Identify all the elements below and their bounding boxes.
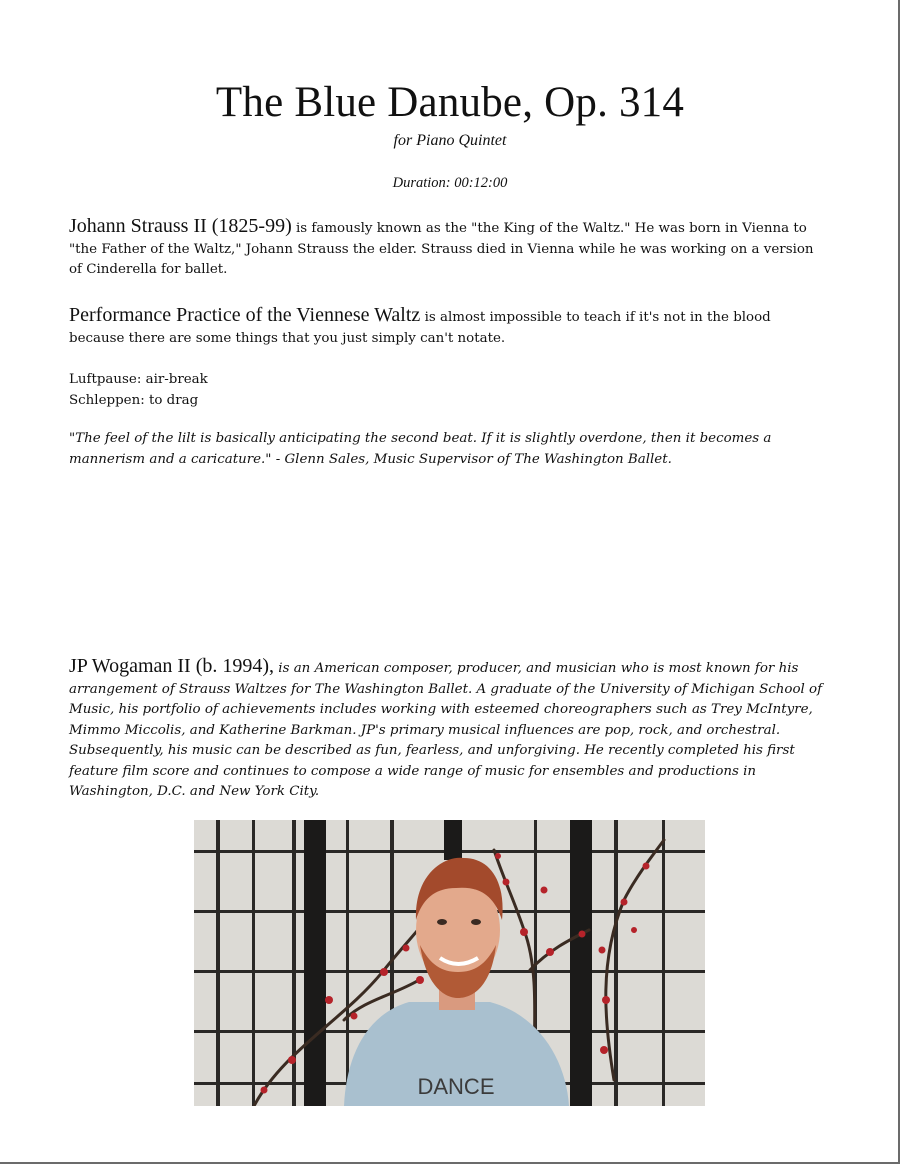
page-title: The Blue Danube, Op. 314	[215, 79, 685, 126]
practice-lead: Performance Practice of the Viennese Waltz	[69, 304, 421, 326]
screen-frame-post	[570, 820, 592, 1106]
arranger-lead: JP Wogaman II (b. 1994),	[69, 655, 275, 677]
eye	[437, 919, 447, 925]
quote: "The feel of the lilt is basically anticipating the second beat. If it is slightly overdone, then it becomes a mannerism and a caricature." - Glenn Sales, Music Supervisor of The Washington Ballet.	[69, 431, 772, 467]
screen-frame-post	[304, 820, 326, 1106]
term-item: Luftpause: air-break	[69, 372, 208, 387]
screen-frame-post	[444, 820, 462, 860]
composer-paragraph	[69, 216, 829, 281]
composer-lead: Johann Strauss II (1825-99)	[69, 215, 292, 237]
shirt-text: DANCE	[417, 1074, 495, 1099]
eye	[471, 919, 481, 925]
practice-text: is almost impossible to teach if it's not in the blood because there are some things that you just simply can't notate.	[69, 310, 771, 346]
terms-list	[69, 370, 829, 411]
composer-text: is famously known as the "the King of the Waltz." He was born in Vienna to "the Father of the Waltz," Johann Strauss the elder. Strauss died in Vienna while he was working on a version of Cinderella for ballet.	[69, 221, 814, 277]
term-item: Schleppen: to drag	[69, 392, 199, 408]
practice-paragraph	[69, 305, 829, 349]
arranger-photo	[194, 820, 705, 1106]
duration: Duration: 00:12:00	[392, 175, 508, 191]
arranger-text: is an American composer, producer, and musician who is most known for his arrangement of Strauss Waltzes for The Washington Ballet. A graduate of the University of Michigan School of Music, his portfolio of achievements includes working with esteemed choreographers such as Trey McIntyre, Mimmo Miccolis, and Katherine Barkman. JP's primary musical influences are pop, rock, and orchestral. Subsequently, his music can be described as fun, fearless, and unforgiving. He recently completed his first feature film score and continues to compose a wide range of music for ensembles and productions in Washington, D.C. and New York City.	[69, 661, 823, 799]
arranger-paragraph	[69, 656, 829, 803]
subtitle: for Piano Quintet	[393, 132, 507, 149]
